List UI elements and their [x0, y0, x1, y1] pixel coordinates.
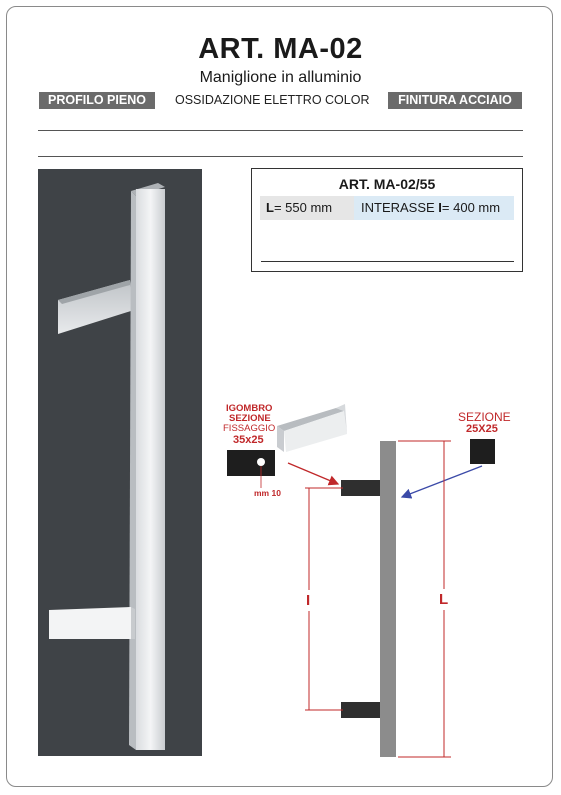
badge-profile: PROFILO PIENO	[39, 92, 155, 109]
standoff-bottom	[341, 702, 380, 718]
fixing-label-line2: SEZIONE	[229, 413, 271, 424]
section-square	[470, 439, 495, 464]
length-letter: L	[266, 200, 274, 215]
length-dimension-label: L	[439, 591, 449, 608]
fixing-section-block	[227, 450, 275, 476]
standoff-render	[277, 404, 347, 452]
standoff-top	[341, 480, 380, 496]
product-title: ART. MA-02	[198, 33, 363, 65]
product-subtitle: Maniglione in alluminio	[199, 69, 362, 86]
finish-description: OSSIDAZIONE ELETTRO COLOR	[175, 93, 370, 107]
spec-title: ART. MA-02/55	[338, 176, 436, 192]
interaxis-letter: I	[438, 200, 442, 215]
section-label: SEZIONE	[458, 410, 511, 424]
interaxis-value: = 400 mm	[441, 200, 501, 215]
fixing-label-line3: FISSAGGIO	[223, 423, 276, 434]
length-value: = 550 mm	[273, 200, 333, 215]
fixing-arrow	[288, 463, 338, 484]
interaxis-dimension-label: I	[306, 592, 311, 609]
fixing-size: 35x25	[233, 434, 264, 446]
section-arrow	[402, 466, 482, 497]
badge-finish: FINITURA ACCIAIO	[388, 92, 522, 109]
interaxis-label: INTERASSE	[361, 200, 439, 215]
fixing-label-line1: IGOMBRO	[226, 403, 273, 414]
fixing-hole	[257, 458, 265, 466]
section-size: 25X25	[466, 423, 498, 435]
handle-bar-side	[380, 441, 396, 757]
hole-dimension: mm 10	[254, 488, 281, 498]
